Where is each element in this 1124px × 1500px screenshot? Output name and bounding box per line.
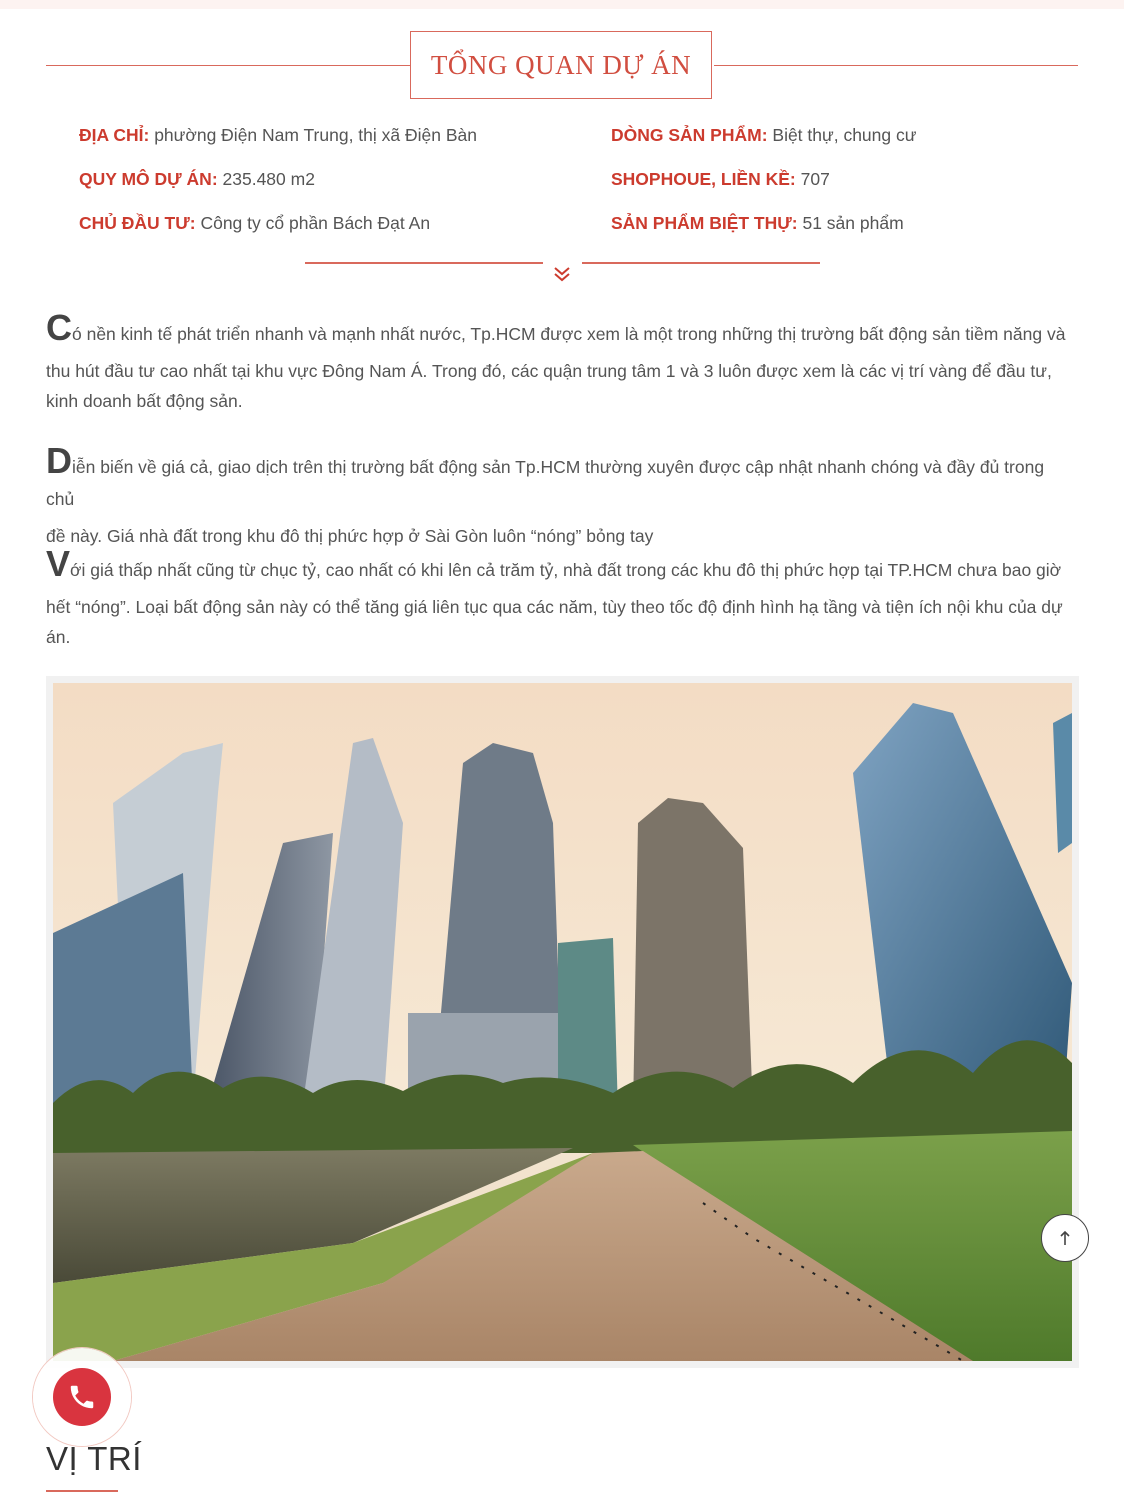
info-investor: CHỦ ĐẦU TƯ: Công ty cổ phần Bách Đạt An bbox=[79, 213, 431, 233]
drop-cap: D bbox=[46, 440, 72, 481]
drop-cap: V bbox=[46, 543, 71, 584]
drop-cap: C bbox=[46, 307, 72, 348]
info-product-line: DÒNG SẢN PHẨM: Biệt thự, chung cư bbox=[611, 125, 917, 145]
paragraph-3: Với giá thấp nhất cũng từ chục tỷ, cao nhất có khi lên cả trăm tỷ, nhà đất trong các khu đô thị phức hợp tại TP.HCM chưa bao giờ hết “nóng”. Loại bất động sản này có thể tăng giá liên tục qua các năm, tùy theo tốc độ định hình hạ tầng và tiện ích nội khu của dự án. bbox=[46, 543, 1063, 647]
double-chevron-down-icon[interactable] bbox=[551, 264, 573, 284]
paragraph-2: Diễn biến về giá cả, giao dịch trên thị trường bất động sản Tp.HCM thường xuyên được cập nhật nhanh chóng và đầy đủ trong chủ đề này. Giá nhà đất trong khu đô thị phức hợp ở Sài Gòn luôn “nóng” bỏng tay bbox=[46, 440, 1045, 546]
phone-icon bbox=[67, 1382, 97, 1412]
paragraph-1: Có nền kinh tế phát triển nhanh và mạnh nhất nước, Tp.HCM được xem là một trong những thị trường bất động sản tiềm năng và thu hút đầu tư cao nhất tại khu vực Đông Nam Á. Trong đó, các quận trung tâm 1 và 3 luôn được xem là các vị trí vàng để đầu tư, kinh doanh bất động sản. bbox=[46, 307, 1066, 411]
call-button-inner bbox=[53, 1368, 111, 1426]
section-title-underline bbox=[46, 1490, 118, 1492]
info-villas: SẢN PHẨM BIỆT THỰ: 51 sản phẩm bbox=[611, 213, 904, 233]
overview-title: TỔNG QUAN DỰ ÁN bbox=[410, 31, 712, 99]
divider-left bbox=[305, 262, 543, 264]
city-skyline-photo bbox=[53, 683, 1072, 1361]
info-shophouse: SHOPHOUE, LIỀN KỀ: 707 bbox=[611, 169, 830, 189]
info-address: ĐỊA CHỈ: phường Điện Nam Trung, thị xã Điện Bàn bbox=[79, 125, 477, 145]
overview-heading-row bbox=[46, 31, 1078, 101]
top-strip bbox=[0, 0, 1124, 9]
heading-line-right bbox=[714, 65, 1078, 66]
heading-line-left bbox=[46, 65, 410, 66]
divider-right bbox=[582, 262, 820, 264]
call-button[interactable] bbox=[33, 1348, 131, 1446]
arrow-up-icon bbox=[1057, 1229, 1073, 1247]
scroll-to-top-button[interactable] bbox=[1041, 1214, 1089, 1262]
info-scale: QUY MÔ DỰ ÁN: 235.480 m2 bbox=[79, 169, 315, 189]
city-photo-frame bbox=[46, 676, 1079, 1368]
section-title-location: VỊ TRÍ bbox=[46, 1440, 142, 1477]
